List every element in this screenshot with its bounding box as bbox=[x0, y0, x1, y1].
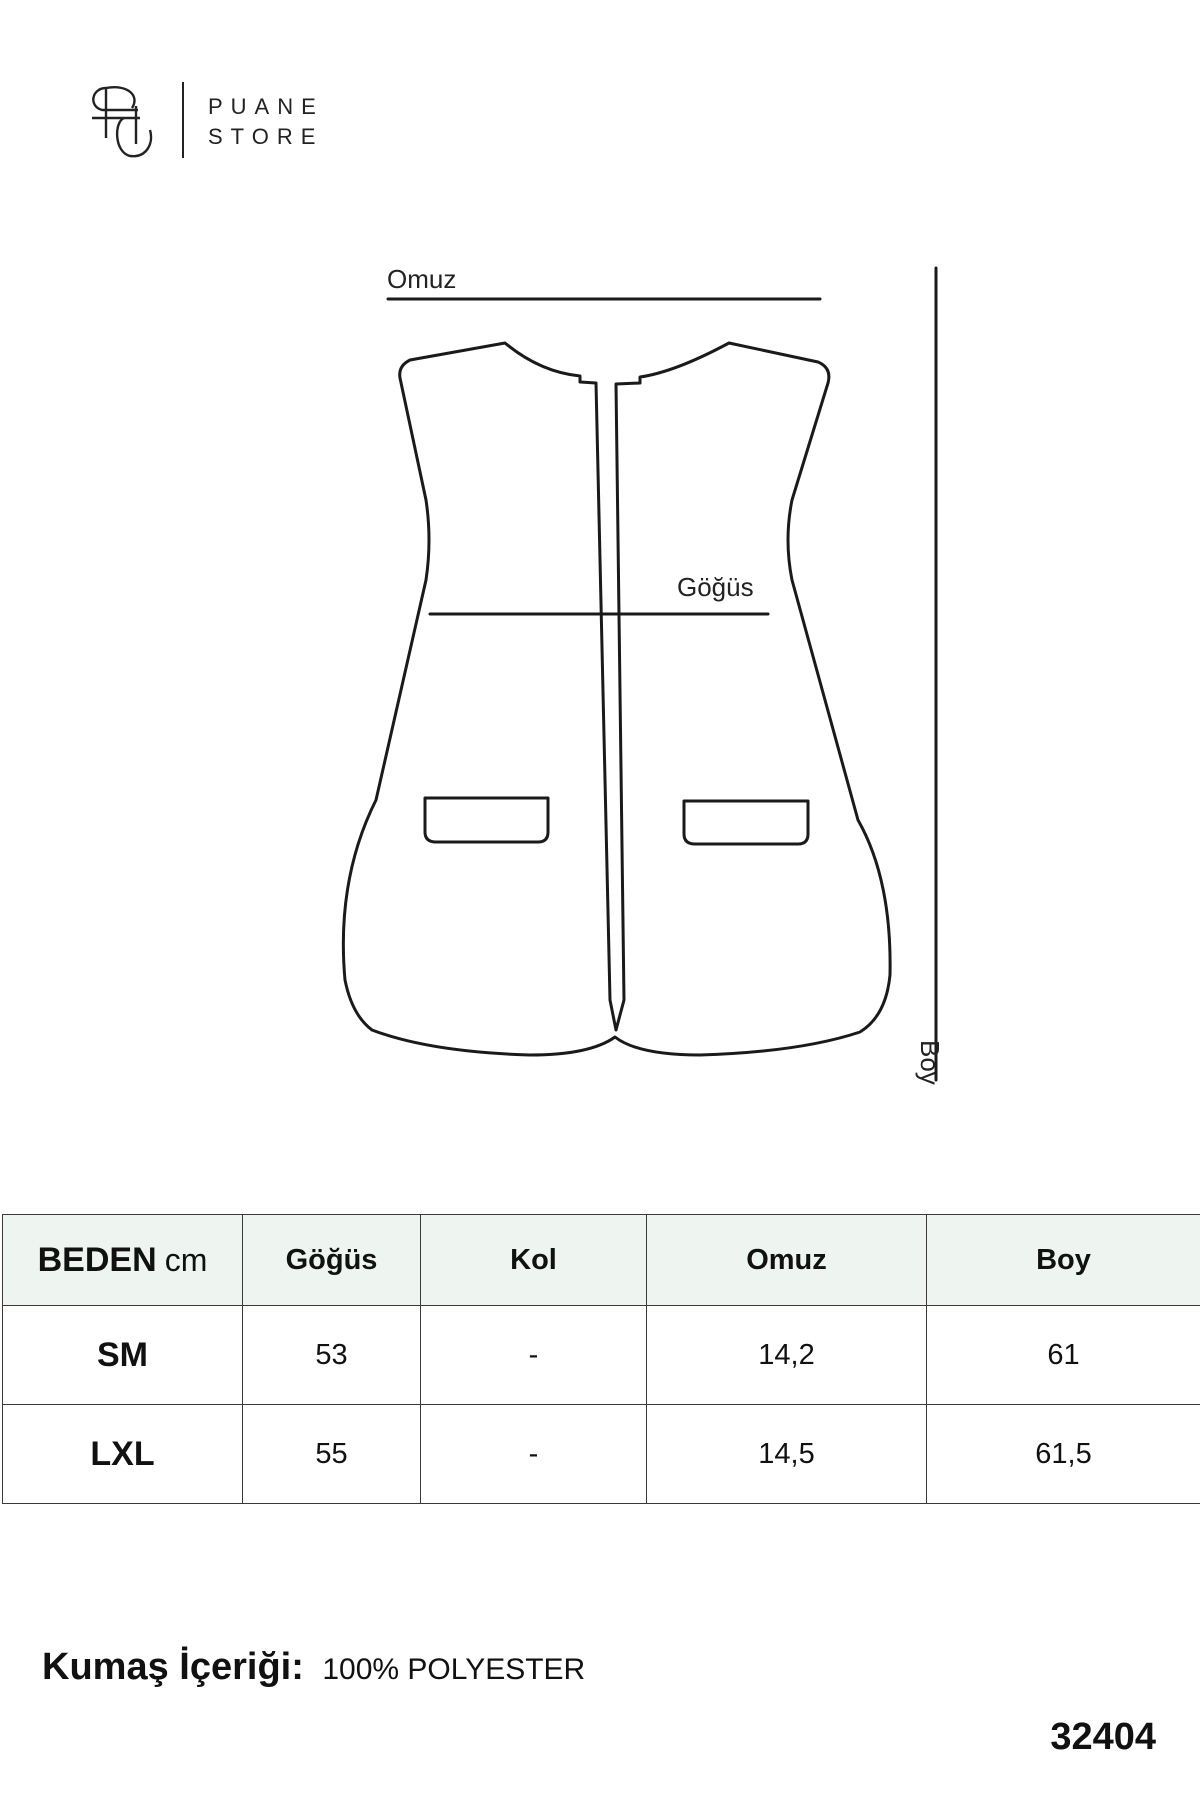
product-code: 32404 bbox=[1050, 1716, 1156, 1758]
shoulder-value: 14,2 bbox=[647, 1306, 927, 1405]
size-chart-table bbox=[2, 1214, 1200, 1504]
fabric-label: Kumaş İçeriği: bbox=[42, 1646, 304, 1688]
shoulder-value: 14,5 bbox=[647, 1405, 927, 1504]
length-label: Boy bbox=[915, 1040, 945, 1085]
sleeve-value: - bbox=[421, 1405, 647, 1504]
column-header-chest: Göğüs bbox=[243, 1215, 421, 1306]
vest-outline bbox=[343, 343, 890, 1055]
length-value: 61,5 bbox=[927, 1405, 1200, 1504]
size-column-header bbox=[3, 1215, 243, 1306]
column-header-sleeve: Kol bbox=[421, 1215, 647, 1306]
column-header-shoulder: Omuz bbox=[647, 1215, 927, 1306]
brand-name-line-1: PUANE bbox=[208, 94, 324, 119]
fabric-content bbox=[42, 1646, 585, 1689]
brand-name-line-2: STORE bbox=[208, 124, 324, 149]
chest-value: 55 bbox=[243, 1405, 421, 1504]
table-header-row bbox=[3, 1215, 1200, 1306]
left-pocket bbox=[425, 798, 548, 842]
shoulder-label: Omuz bbox=[387, 264, 457, 294]
right-pocket bbox=[684, 801, 808, 844]
size-header-label: BEDEN bbox=[37, 1240, 157, 1279]
column-header-length: Boy bbox=[927, 1215, 1200, 1306]
size-cell: LXL bbox=[3, 1405, 243, 1504]
chest-label: Göğüs bbox=[677, 572, 754, 602]
unit-label: cm bbox=[164, 1241, 208, 1278]
length-value: 61 bbox=[927, 1306, 1200, 1405]
size-cell: SM bbox=[3, 1306, 243, 1405]
chest-value: 53 bbox=[243, 1306, 421, 1405]
table-row bbox=[3, 1306, 1200, 1405]
table-row bbox=[3, 1405, 1200, 1504]
sleeve-value: - bbox=[421, 1306, 647, 1405]
fabric-value: 100% POLYESTER bbox=[322, 1653, 586, 1686]
